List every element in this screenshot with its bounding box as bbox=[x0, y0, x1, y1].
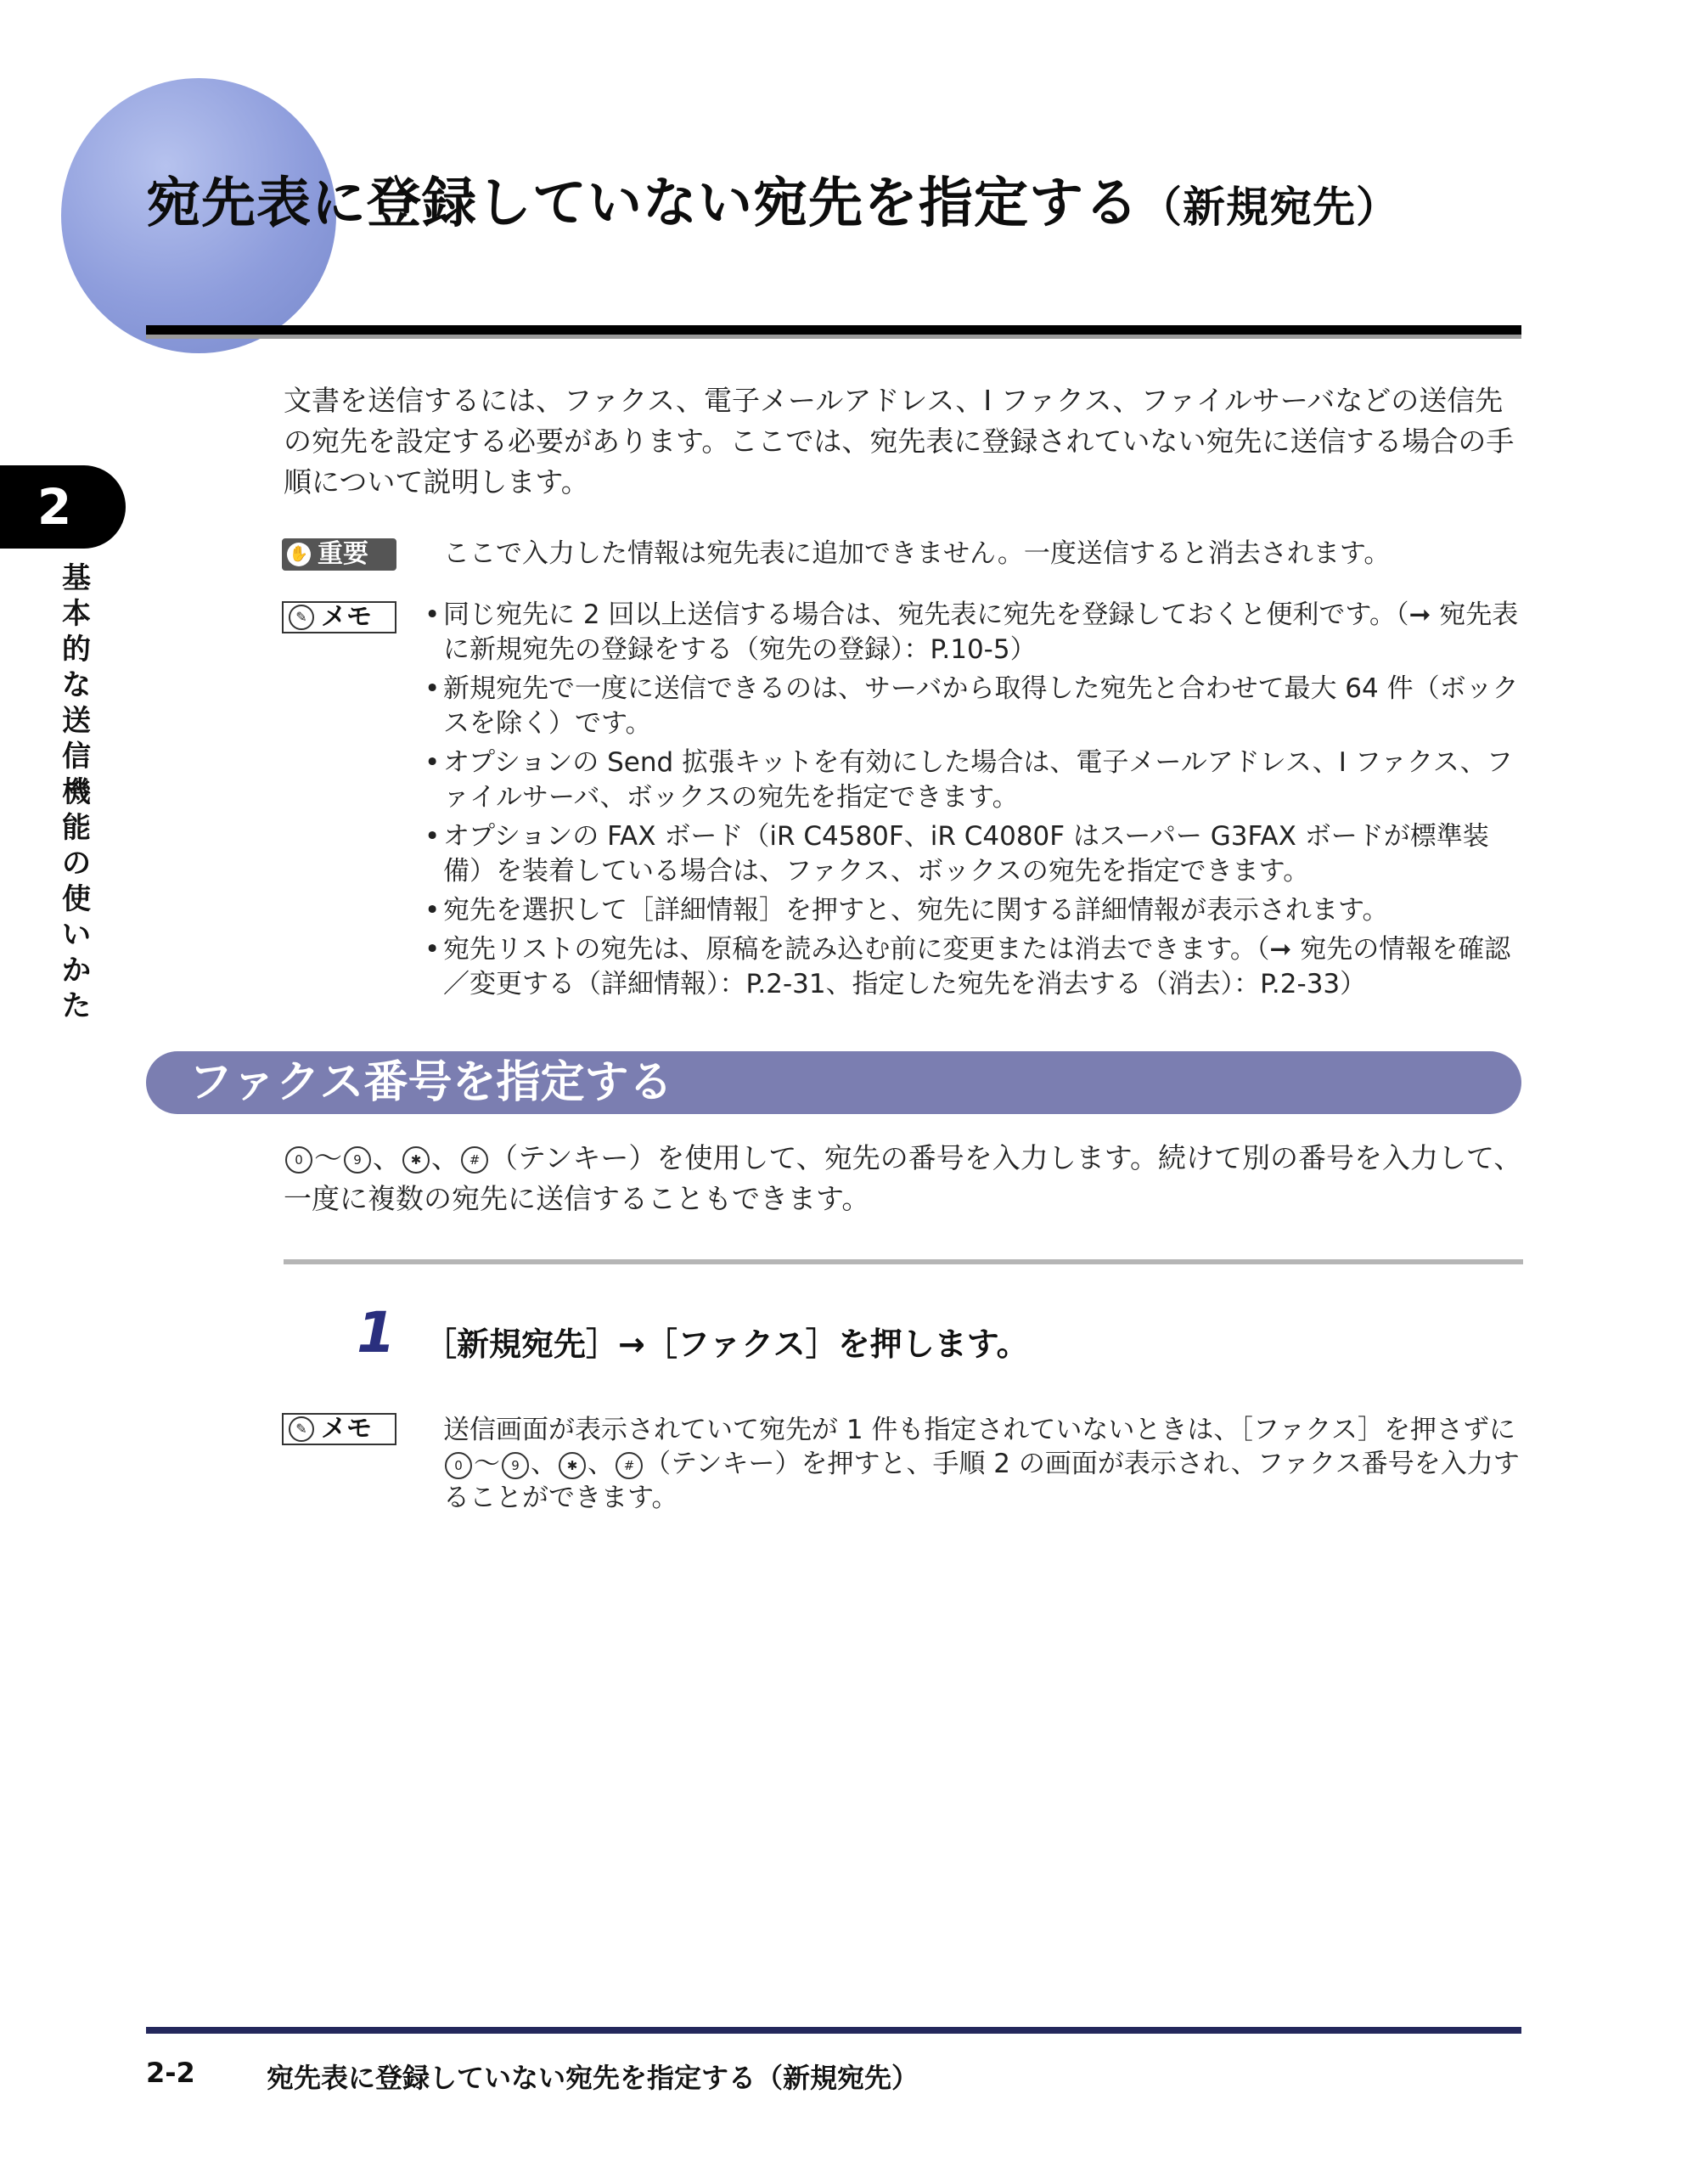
section-paragraph bbox=[284, 1138, 1523, 1219]
key-9-icon: 9 bbox=[502, 1452, 529, 1479]
memo-label bbox=[282, 601, 396, 633]
memo-text-after: （テンキー）を押すと、手順 2 の画面が表示され、ファクス番号を入力することができます。 bbox=[443, 1449, 1520, 1513]
memo-item: • 宛先リストの宛先は、原稿を読み込む前に変更または消去できます。（➞ 宛先の情報を確認／変更する（詳細情報）：P.2-31、指定した宛先を消去する（消去）：P.2-33） bbox=[424, 932, 1523, 1002]
key-9-icon: 9 bbox=[344, 1146, 371, 1174]
memo-item: • 宛先を選択して［詳細情報］を押すと、宛先に関する詳細情報が表示されます。 bbox=[424, 893, 1523, 928]
step-instruction: ［新規宛先］→［ファクス］を押します。 bbox=[424, 1326, 1029, 1363]
memo-text-before: 送信画面が表示されていて宛先が 1 件も指定されていないときは、［ファクス］を押さずに bbox=[443, 1415, 1515, 1445]
title-rule-shadow bbox=[146, 335, 1521, 339]
separator-glyph: 、 bbox=[431, 1141, 459, 1174]
section-heading: ファクス番号を指定する bbox=[146, 1051, 1521, 1114]
chapter-number-tab: 2 bbox=[0, 465, 126, 549]
key-0-icon: 0 bbox=[285, 1146, 312, 1174]
memo-item: • 新規宛先で一度に送信できるのは、サーバから取得した宛先と合わせて最大 64 件（ボックスを除く）です。 bbox=[424, 672, 1523, 741]
hand-icon: ✋ bbox=[287, 543, 311, 566]
memo-text bbox=[443, 1413, 1523, 1515]
page-title-suffix: （新規宛先） bbox=[1139, 183, 1399, 232]
page-number: 2-2 bbox=[146, 2057, 195, 2089]
key-star-icon: ✱ bbox=[559, 1452, 586, 1479]
memo-list bbox=[424, 598, 1523, 1006]
footer-rule bbox=[146, 2027, 1521, 2034]
step-number: 1 bbox=[357, 1300, 396, 1365]
key-star-icon: ✱ bbox=[402, 1146, 430, 1174]
memo-label-text: メモ bbox=[321, 1414, 372, 1444]
pencil-icon: ✎ bbox=[289, 1416, 314, 1442]
important-label bbox=[282, 538, 396, 571]
page-title bbox=[146, 161, 1521, 250]
section-text: （テンキー）を使用して、宛先の番号を入力します。続けて別の番号を入力して、一度に複数の宛先に送信することもできます。 bbox=[284, 1141, 1522, 1215]
intro-paragraph: 文書を送信するには、ファクス、電子メールアドレス、I ファクス、ファイルサーバなどの送信先の宛先を設定する必要があります。ここでは、宛先表に登録されていない宛先に送信する場合の手順について説明します。 bbox=[284, 384, 1515, 498]
pencil-icon: ✎ bbox=[289, 605, 314, 630]
important-label-text: 重要 bbox=[318, 539, 368, 569]
important-text: ここで入力した情報は宛先表に追加できません。一度送信すると消去されます。 bbox=[443, 538, 1391, 569]
page-title-main: 宛先表に登録していない宛先を指定する bbox=[146, 172, 1139, 235]
chapter-title-vertical: 基本的な送信機能の使いかた bbox=[62, 561, 91, 1023]
key-0-icon: 0 bbox=[445, 1452, 472, 1479]
memo-item: • オプションの FAX ボード（iR C4580F、iR C4080F はスーパー G3FAX ボードが標準装備）を装着している場合は、ファクス、ボックスの宛先を指定できます。 bbox=[424, 819, 1523, 889]
key-hash-icon: # bbox=[461, 1146, 488, 1174]
memo-item: • オプションの Send 拡張キットを有効にした場合は、電子メールアドレス、I ファクス、ファイルサーバ、ボックスの宛先を指定できます。 bbox=[424, 746, 1523, 815]
tilde-glyph: ～ bbox=[474, 1449, 500, 1479]
separator-glyph: 、 bbox=[373, 1141, 401, 1174]
key-hash-icon: # bbox=[616, 1452, 643, 1479]
memo-label-text: メモ bbox=[321, 602, 372, 632]
title-rule bbox=[146, 325, 1521, 335]
memo-item: • 同じ宛先に 2 回以上送信する場合は、宛先表に宛先を登録しておくと便利です。（➞ 宛先表に新規宛先の登録をする（宛先の登録）：P.10-5） bbox=[424, 598, 1523, 667]
tilde-glyph: ～ bbox=[314, 1141, 342, 1174]
separator-glyph: 、 bbox=[531, 1449, 557, 1479]
memo-label bbox=[282, 1413, 396, 1445]
step-divider bbox=[284, 1259, 1523, 1264]
separator-glyph: 、 bbox=[588, 1449, 614, 1479]
footer-title: 宛先表に登録していない宛先を指定する（新規宛先） bbox=[267, 2062, 919, 2094]
